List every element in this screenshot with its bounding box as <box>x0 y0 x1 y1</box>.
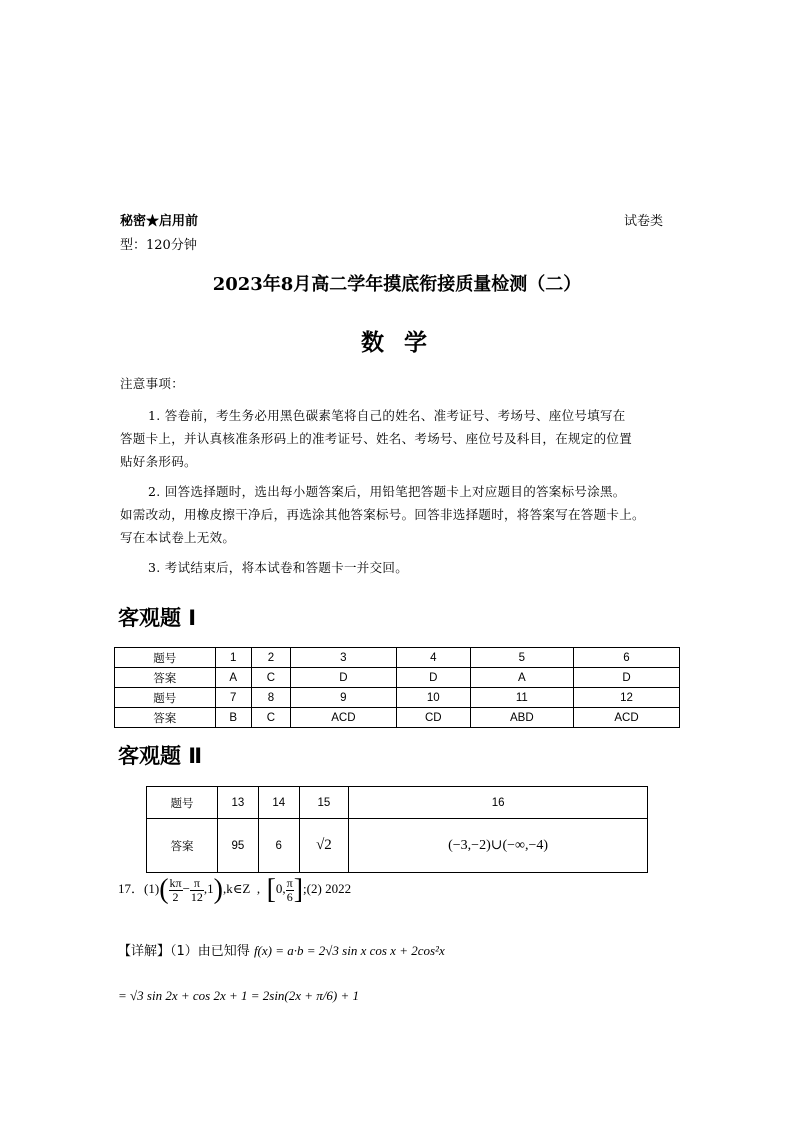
exam-title: 2023年8月高二学年摸底衔接质量检测（二） <box>212 274 582 295</box>
fraction: $\frac{k\pi}{2}$ <box>169 875 182 904</box>
table-cell: √2 <box>299 819 349 873</box>
table-cell: 答案 <box>147 819 218 873</box>
section2-title: 客观题 Ⅱ <box>118 744 203 768</box>
detail-text: （1）由已知得 <box>170 944 250 959</box>
table-cell: ABD <box>470 708 573 728</box>
answer-table-1 <box>114 647 680 728</box>
table-cell: C <box>251 668 290 688</box>
table-cell: (−3,−2)∪(−∞,−4) <box>349 819 648 873</box>
table-cell: D <box>396 668 470 688</box>
fraction: $\frac{\pi}{6}$ <box>286 875 293 904</box>
notice-line: 3. 考试结束后，将本试卷和答题卡一并交回。 <box>148 560 409 575</box>
table-cell: 95 <box>218 819 259 873</box>
table-cell: A <box>470 668 573 688</box>
notice-line: 2. 回答选择题时，选出每小题答案后，用铅笔把答题卡上对应题目的答案标号涂黑。 <box>148 484 626 499</box>
notice-item-3 <box>120 556 680 579</box>
section1-title: 客观题 Ⅰ <box>118 606 197 630</box>
notice-item-1 <box>120 404 680 473</box>
notice-line: 贴好条形码。 <box>120 454 197 469</box>
table-row <box>115 708 680 728</box>
q17-part1-label: (1) <box>144 880 160 896</box>
table-cell: 14 <box>258 787 299 819</box>
q17-condition: ,k∈Z <box>223 880 251 896</box>
table-cell: 11 <box>470 688 573 708</box>
paper-type-duration: 型：120分钟 <box>120 238 197 253</box>
table-cell: A <box>215 668 251 688</box>
q17-part2: ;(2) 2022 <box>303 880 352 896</box>
table-cell: 16 <box>349 787 648 819</box>
table-cell: 13 <box>218 787 259 819</box>
table-cell: 4 <box>396 648 470 668</box>
table-cell: 题号 <box>147 787 218 819</box>
table-cell: 12 <box>574 688 680 708</box>
q17-answer: 17．(1)( $\frac{k\pi}{2}$ − $\frac{\pi}{12}$ ,1),k∈Z , [0, $\frac{\pi}{6}$ ];(2) 2022 <box>118 874 352 905</box>
q17-number: 17． <box>118 880 145 896</box>
table-cell: ACD <box>290 708 396 728</box>
table-row <box>115 688 680 708</box>
table-cell: 3 <box>290 648 396 668</box>
notice-line: 答题卡上，并认真核准条形码上的准考证号、姓名、考场号、座位号及科目，在规定的位置 <box>120 431 633 446</box>
notice-line: 如需改动，用橡皮擦干净后，再选涂其他答案标号。回答非选择题时，将答案写在答题卡上。 <box>120 507 645 522</box>
table-cell: 6 <box>574 648 680 668</box>
table-cell: 2 <box>251 648 290 668</box>
subject-title: 数 学 <box>360 329 433 356</box>
notice-heading: 注意事项： <box>120 376 185 391</box>
table-cell: D <box>290 668 396 688</box>
table-cell: 10 <box>396 688 470 708</box>
notice-item-2 <box>120 480 680 549</box>
table-cell: CD <box>396 708 470 728</box>
fraction: $\frac{\pi}{12}$ <box>190 875 203 904</box>
equation-1: f(x) = a·b = 2√3 sin x cos x + 2cos²x <box>253 943 445 958</box>
table-cell: B <box>215 708 251 728</box>
table-cell: ACD <box>574 708 680 728</box>
notice-line: 写在本试卷上无效。 <box>120 530 236 545</box>
q17-detail <box>118 940 445 959</box>
table-row <box>115 668 680 688</box>
table-cell: 8 <box>251 688 290 708</box>
table-cell: C <box>251 708 290 728</box>
table-cell: 9 <box>290 688 396 708</box>
table-cell: 答案 <box>115 668 216 688</box>
table-cell: 题号 <box>115 648 216 668</box>
answer-table-2 <box>146 786 648 873</box>
table-row <box>147 819 648 873</box>
table-cell: 5 <box>470 648 573 668</box>
paper-type-right: 试卷类 <box>624 214 664 229</box>
detail-label: 【详解】 <box>118 944 171 959</box>
table-cell: 15 <box>299 787 349 819</box>
table-cell: 1 <box>215 648 251 668</box>
table-cell: 答案 <box>115 708 216 728</box>
equation-2: = √3 sin 2x + cos 2x + 1 = 2sin(2x + π/6) + 1 <box>118 988 360 1003</box>
table-cell: 7 <box>215 688 251 708</box>
confidential-label: 秘密★启用前 <box>120 214 199 229</box>
notice-line: 1. 答卷前，考生务必用黑色碳素笔将自己的姓名、准考证号、考场号、座位号填写在 <box>148 408 626 423</box>
table-cell: D <box>574 668 680 688</box>
table-row <box>115 648 680 668</box>
table-cell: 题号 <box>115 688 216 708</box>
table-row <box>147 787 648 819</box>
table-cell: 6 <box>258 819 299 873</box>
